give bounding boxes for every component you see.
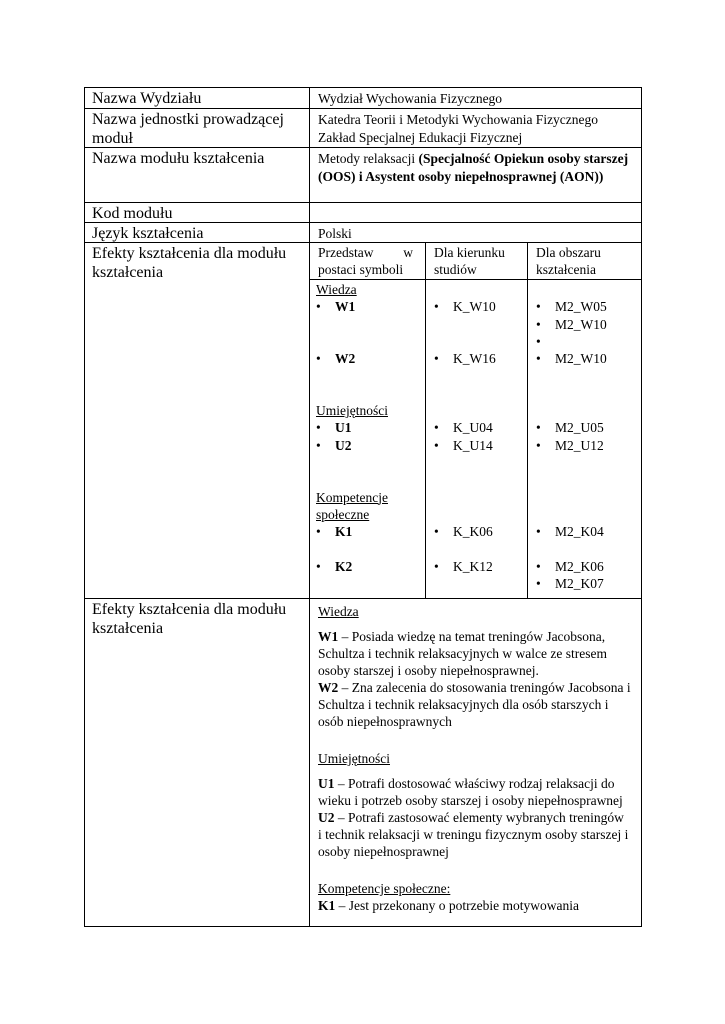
matrix-line-blank (426, 455, 527, 472)
matrix-body (310, 280, 641, 598)
row-value (309, 148, 641, 202)
matrix-line (528, 576, 641, 593)
effect-code: W2 (318, 680, 339, 695)
bullet-icon: • (434, 558, 439, 574)
matrix-line-blank (426, 403, 527, 420)
section-items (318, 897, 631, 914)
effect-text: – Potrafi zastosować elementy wybranych treningów i technik relaksacji w treningu fizycznym osoby starszej i osoby niepełnosprawnej (318, 810, 629, 859)
effect-text: – Posiada wiedzę na temat treningów Jacobsona, Schultza i technik relaksacyjnych w walce ze stresem osoby starszej i osoby niepełnosprawnej. (318, 629, 608, 678)
section-heading-text: Kompetencje społeczne: (318, 881, 451, 896)
row-nazwa-jednostki (85, 109, 641, 148)
matrix-header-symbols (310, 243, 425, 279)
bullet-icon: • (434, 351, 439, 367)
bullet-icon: • (536, 524, 541, 540)
matrix-line (528, 334, 641, 351)
effect-text: – Zna zalecenia do stosowania treningów Jacobsona i Schultza i technik relaksacyjnych dla osób starszych i osób niepełnosprawnych (318, 680, 631, 729)
matrix-line-text: M2_K07 (555, 576, 604, 592)
matrix-header-direction: Dla kierunku studiów (425, 243, 527, 279)
effect-code: W1 (318, 629, 339, 644)
matrix-line-blank (426, 317, 527, 334)
matrix-line-blank (426, 541, 527, 558)
row-label: Nazwa modułu kształcenia (92, 150, 265, 167)
matrix-line (426, 299, 527, 316)
row-label: Efekty kształcenia dla modułu kształcenia (92, 245, 287, 281)
row-value-line: Katedra Teorii i Metodyki Wychowania Fizycznego (318, 112, 599, 127)
matrix-line-text: U1 (335, 420, 352, 436)
row-label: Kod modułu (92, 205, 173, 222)
effect-text: – Jest przekonany o potrzebie motywowania (335, 898, 579, 913)
effects-section (318, 603, 631, 730)
matrix-line-blank (310, 368, 425, 385)
bullet-icon: • (316, 524, 321, 540)
matrix-line-blank (310, 576, 425, 593)
matrix-line-blank (310, 455, 425, 472)
matrix-line-text: K2 (335, 558, 353, 574)
matrix-line-text: Kompetencje (316, 489, 388, 505)
matrix-line-blank (310, 334, 425, 351)
matrix-line-blank (426, 507, 527, 524)
matrix-col-area (527, 280, 641, 598)
matrix-line-text: M2_U05 (555, 420, 604, 436)
bullet-icon: • (536, 316, 541, 332)
effects-section (318, 880, 631, 914)
bullet-icon: • (434, 299, 439, 315)
row-efekty-text (85, 599, 641, 926)
matrix-line-blank (528, 541, 641, 558)
matrix-line (528, 524, 641, 541)
matrix-line-text: K_W16 (453, 351, 496, 367)
matrix-line-text: Umiejętności (316, 403, 388, 419)
matrix-line (426, 438, 527, 455)
bullet-icon: • (316, 299, 321, 315)
matrix-line (310, 420, 425, 437)
matrix-line-blank (528, 490, 641, 507)
effect-code: U1 (318, 776, 335, 791)
matrix-line-blank (528, 507, 641, 524)
matrix-line (310, 351, 425, 368)
row-nazwa-modulu (85, 148, 641, 203)
matrix-line-blank (426, 368, 527, 385)
effects-section (318, 750, 631, 860)
row-value-text: Wydział Wychowania Fizycznego (318, 91, 503, 106)
matrix-header (310, 243, 641, 280)
bullet-icon: • (536, 351, 541, 367)
matrix-line (310, 559, 425, 576)
matrix-line-blank (310, 472, 425, 489)
row-label: Nazwa jednostki prowadzącej moduł (92, 111, 284, 147)
row-value (309, 223, 641, 242)
section-items (318, 628, 631, 730)
row-kod-modulu (85, 203, 641, 223)
row-value-text: Metody relaksacji (318, 151, 419, 166)
matrix-line-text: K_U14 (453, 437, 493, 453)
bullet-icon: • (434, 420, 439, 436)
matrix-line-blank (426, 576, 527, 593)
row-nazwa-wydzialu (85, 88, 641, 109)
effect-code: U2 (318, 810, 335, 825)
section-heading-text: Umiejętności (318, 751, 390, 766)
bullet-icon: • (316, 351, 321, 367)
module-description-table (84, 87, 642, 927)
matrix-line (528, 420, 641, 437)
matrix-line (310, 438, 425, 455)
matrix-line (426, 559, 527, 576)
matrix-line (528, 559, 641, 576)
matrix-line (310, 403, 425, 420)
matrix-line-blank (426, 386, 527, 403)
matrix-line-text: K_K06 (453, 524, 493, 540)
bullet-icon: • (536, 333, 541, 349)
effect-item (318, 809, 631, 860)
matrix-line-text: M2_W10 (555, 316, 607, 332)
effects-matrix (309, 243, 641, 598)
row-value (309, 88, 641, 108)
matrix-line (310, 299, 425, 316)
matrix-col-symbols (310, 280, 425, 598)
matrix-line-text: W2 (335, 351, 356, 367)
effect-item (318, 679, 631, 730)
bullet-icon: • (536, 299, 541, 315)
effect-item (318, 628, 631, 679)
matrix-line-text: M2_W10 (555, 351, 607, 367)
matrix-line-blank (426, 472, 527, 489)
matrix-line-text: K_K12 (453, 558, 493, 574)
effect-code: K1 (318, 898, 336, 913)
row-label: Język kształcenia (92, 225, 204, 242)
matrix-line-text: U2 (335, 437, 352, 453)
matrix-line-text: Wiedza (316, 282, 357, 297)
matrix-line-text: społeczne (316, 506, 370, 522)
matrix-line-blank (528, 282, 641, 299)
row-value-line: Zakład Specjalnej Edukacji Fizycznej (318, 129, 523, 145)
row-jezyk-ksztalcenia (85, 223, 641, 243)
bullet-icon: • (316, 558, 321, 574)
matrix-line-blank (528, 368, 641, 385)
matrix-line (528, 351, 641, 368)
matrix-line-blank (310, 541, 425, 558)
matrix-line-blank (528, 386, 641, 403)
row-efekty-matrix (85, 243, 641, 599)
section-heading (318, 603, 631, 620)
matrix-line-blank (426, 282, 527, 299)
section-heading (318, 750, 631, 767)
row-value (309, 109, 641, 147)
matrix-header-symbols-line2: postaci symboli (318, 262, 404, 277)
effect-item (318, 897, 631, 914)
matrix-header-symbols-line1 (318, 244, 413, 261)
matrix-line-text: K_W10 (453, 299, 496, 315)
matrix-line (310, 490, 425, 507)
section-heading-text: Wiedza (318, 604, 359, 619)
matrix-line (310, 507, 425, 524)
bullet-icon: • (536, 576, 541, 592)
bullet-icon: • (434, 437, 439, 453)
row-label: Nazwa Wydziału (92, 90, 202, 107)
bullet-icon: • (316, 437, 321, 453)
matrix-line (310, 524, 425, 541)
matrix-line (528, 299, 641, 316)
matrix-line-blank (426, 334, 527, 351)
matrix-line-blank (426, 490, 527, 507)
header-word: w (403, 245, 413, 260)
matrix-line-text: K1 (335, 524, 353, 540)
matrix-line-blank (310, 317, 425, 334)
effect-text: – Potrafi dostosować właściwy rodzaj relaksacji do wieku i potrzeb osoby starszej i osoby niepełnosprawnej (318, 776, 623, 808)
bullet-icon: • (536, 420, 541, 436)
effect-item (318, 775, 631, 809)
section-heading (318, 880, 631, 897)
matrix-line-text: M2_K04 (555, 524, 604, 540)
effects-text-cell (309, 599, 641, 926)
bullet-icon: • (434, 524, 439, 540)
matrix-line (310, 282, 425, 299)
section-items (318, 775, 631, 860)
bullet-icon: • (536, 558, 541, 574)
matrix-line (426, 524, 527, 541)
row-label: Efekty kształcenia dla modułu kształcenia (92, 601, 287, 637)
header-word: Przedstaw (318, 245, 374, 260)
matrix-line-text: M2_K06 (555, 558, 604, 574)
matrix-line (426, 351, 527, 368)
bullet-icon: • (316, 420, 321, 436)
matrix-line (528, 438, 641, 455)
row-value-text: Polski (318, 226, 352, 241)
matrix-line (528, 317, 641, 334)
row-value-text-bold: (Specjalność Opiekun osoby starszej (OOS) i Asystent osoby niepełnosprawnej (AON)) (318, 151, 629, 184)
matrix-line-text: W1 (335, 299, 356, 315)
matrix-col-direction (425, 280, 527, 598)
matrix-header-area: Dla obszaru kształcenia (527, 243, 641, 279)
matrix-line-text: M2_W05 (555, 299, 607, 315)
matrix-line-text: M2_U12 (555, 437, 604, 453)
matrix-line-blank (310, 386, 425, 403)
matrix-line-blank (528, 472, 641, 489)
matrix-line-text: K_U04 (453, 420, 493, 436)
bullet-icon: • (536, 437, 541, 453)
row-value-empty (309, 203, 641, 222)
matrix-line-blank (528, 403, 641, 420)
matrix-line-blank (528, 455, 641, 472)
matrix-line (426, 420, 527, 437)
